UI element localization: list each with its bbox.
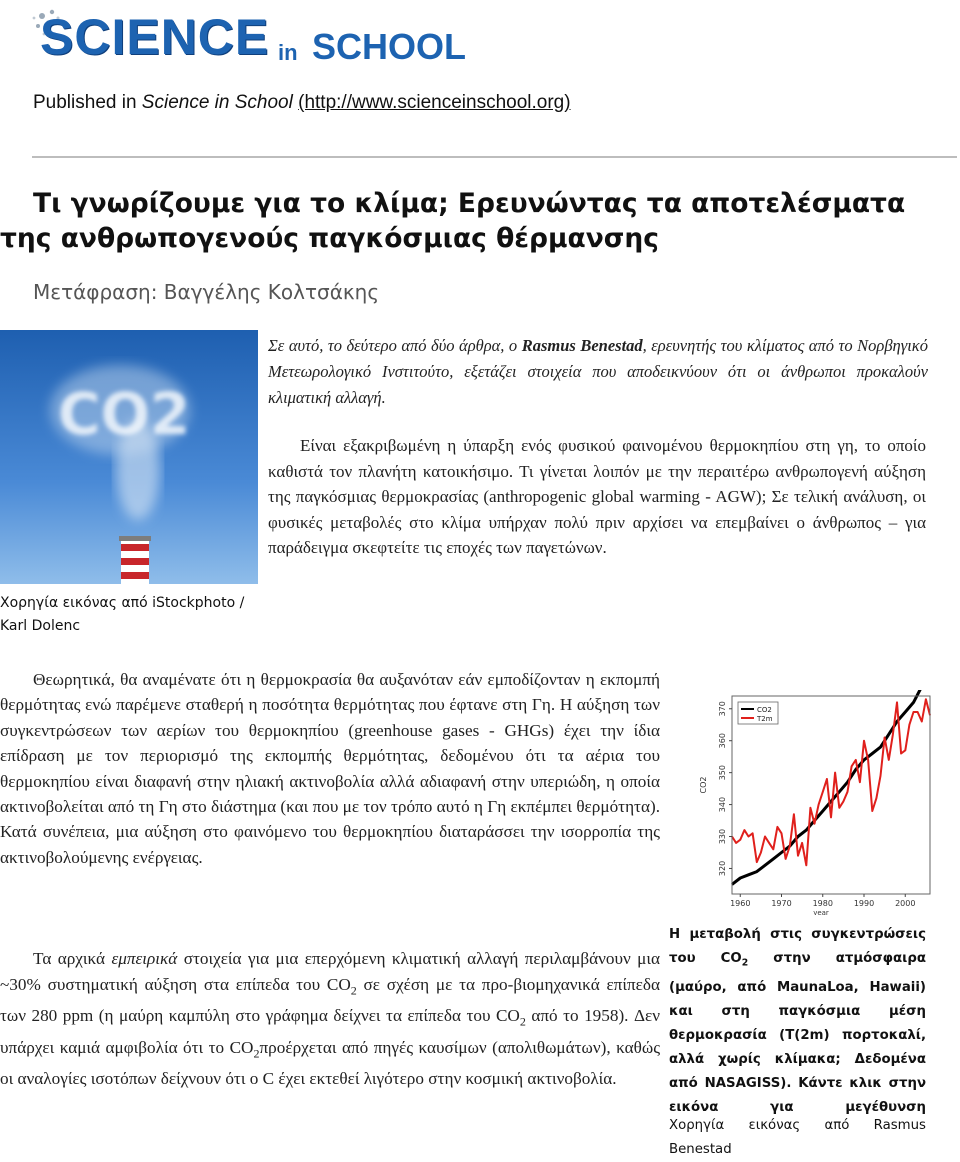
data-point-t2m <box>826 778 827 779</box>
data-point-co2 <box>748 874 749 875</box>
data-point-t2m <box>830 817 831 818</box>
data-point-t2m <box>781 833 782 834</box>
x-axis-label: year <box>813 909 829 915</box>
legend-label: T2m <box>757 715 773 723</box>
data-point-co2 <box>773 858 774 859</box>
data-point-co2 <box>888 734 889 735</box>
legend-label: CO2 <box>757 706 772 714</box>
data-point-t2m <box>818 804 819 805</box>
data-point-t2m <box>789 845 790 846</box>
co2-temperature-chart[interactable] <box>688 690 934 915</box>
data-point-co2 <box>756 871 757 872</box>
chimney-graphic <box>119 536 151 584</box>
title-line-1: Τι γνωρίζουμε για το κλίμα; Ερευνώντας τα αποτελέσματα <box>33 188 906 219</box>
para3-italic: εμπειρικά <box>111 949 178 968</box>
caption-text-b: στην ατμόσφαιρα (μαύρο, από MaunaLoa, Hawaii) και στη παγκόσμια μέση θερμοκρασία (T(2m) πορτοκαλί, αλλά χωρίς κλίμακα; Δεδομένα από NASAGISS). Κάντε κλικ στην εικόνα για μεγέθυνση <box>669 951 926 1115</box>
author-name: Rasmus Benestad <box>521 336 643 355</box>
data-point-t2m <box>756 861 757 862</box>
data-point-t2m <box>892 734 893 735</box>
published-journal: Science in School <box>141 92 293 113</box>
science-in-school-logo[interactable] <box>30 4 467 68</box>
data-point-t2m <box>764 836 765 837</box>
logo-school-word: SCHOOL <box>312 26 467 67</box>
x-tick-label: 1960 <box>730 899 751 908</box>
chart-credit: Χορηγία εικόνας από Rasmus Benestad <box>669 1118 926 1157</box>
data-point-t2m <box>773 849 774 850</box>
data-point-t2m <box>917 711 918 712</box>
data-point-co2 <box>822 810 823 811</box>
data-point-co2 <box>839 791 840 792</box>
data-point-t2m <box>868 759 869 760</box>
header-divider <box>32 156 957 158</box>
x-tick-label: 1980 <box>812 899 833 908</box>
article-intro <box>268 333 928 411</box>
data-point-co2 <box>797 836 798 837</box>
published-prefix: Published in <box>33 92 142 113</box>
co2-subscript: 2 <box>519 1014 526 1029</box>
data-point-t2m <box>905 750 906 751</box>
data-point-t2m <box>797 855 798 856</box>
data-point-co2 <box>913 702 914 703</box>
data-point-co2 <box>806 830 807 831</box>
y-tick-label: 370 <box>718 701 727 717</box>
co2-smokestack-image[interactable] <box>0 330 258 584</box>
logo-in-word: in <box>278 40 298 65</box>
y-tick-label: 360 <box>718 733 727 749</box>
data-point-t2m <box>793 814 794 815</box>
para3-text-d: από το 1958). Δεν υπάρχει καμιά αμφιβολία ότι το CO <box>0 1006 660 1057</box>
published-line <box>33 92 571 114</box>
data-point-co2 <box>880 746 881 747</box>
x-tick-label: 1990 <box>853 899 875 908</box>
data-point-t2m <box>884 737 885 738</box>
x-tick-label: 2000 <box>895 899 916 908</box>
para3-text-c: σε σχέση με τα προ-βιομηχανικά επίπεδα των 280 ppm (η μαύρη καμπύλη στο γράφημα δείχνει τα επίπεδα του CO <box>0 975 660 1026</box>
x-tick-label: 1970 <box>771 899 792 908</box>
data-point-co2 <box>896 721 897 722</box>
y-tick-label: 350 <box>718 765 727 781</box>
intro-text-b: , ερευνητής του κλίματος από το Νορβηγικό Μετεωρολογικό Ινστιτούτο, εξετάζει στοιχεία που αποδεικνύουν ότι οι άνθρωποι προκαλούν κλιματική αλλαγή. <box>268 336 928 407</box>
chart-caption <box>669 923 926 1120</box>
y-tick-label: 340 <box>718 796 727 813</box>
image-credit-istock: Χορηγία εικόνας από iStockphoto / Karl Dolenc <box>0 595 245 634</box>
paragraph-1: Είναι εξακριβωμένη η ύπαρξη ενός φυσικού φαινομένου θερμοκηπίου στη γη, το οποίο καθιστά τον πλανήτη κατοικήσιμο. Τι γίνεται λοιπόν με την περαιτέρω ανθρωπογενή αύξηση της παγκόσμιας θερμοκρασίας (anthropogenic global warming - AGW); Σε τελική ανάλυση, οι φυσικές μεταβολές στο κλίμα υπήρχαν πολύ πριν αρχίσει να επεμβαίνει ο άνθρωπος – για παράδειγμα σκεφτείτε τις εποχές των παγετώνων. <box>268 436 926 557</box>
data-point-t2m <box>876 798 877 799</box>
data-point-t2m <box>785 858 786 859</box>
data-point-co2 <box>847 782 848 783</box>
data-point-t2m <box>752 833 753 834</box>
data-point-t2m <box>896 702 897 703</box>
data-point-t2m <box>744 830 745 831</box>
caption-text-a: Η μεταβολή στις συγκεντρώσεις του CO <box>669 927 926 966</box>
data-point-t2m <box>760 852 761 853</box>
data-point-t2m <box>921 721 922 722</box>
y-tick-label: 330 <box>718 828 727 845</box>
article-title <box>0 186 940 256</box>
data-point-t2m <box>888 759 889 760</box>
data-point-t2m <box>859 782 860 783</box>
data-point-t2m <box>925 699 926 700</box>
data-point-t2m <box>901 753 902 754</box>
title-line-2: της ανθρωπογενούς παγκόσμιας θέρμανσης <box>0 223 659 254</box>
data-point-t2m <box>769 842 770 843</box>
para3-text-b: στοιχεία για μια επερχόμενη κλιματική αλλαγή περιλαμβάνουν μια ~30% συστηματική αύξηση στα επίπεδα του CO <box>0 949 661 994</box>
data-point-co2 <box>872 753 873 754</box>
y-tick-label: 320 <box>718 860 727 877</box>
data-point-t2m <box>806 865 807 866</box>
intro-text-a: Σε αυτό, το δεύτερο από δύο άρθρα, ο <box>268 336 522 355</box>
data-point-t2m <box>802 842 803 843</box>
data-point-t2m <box>872 810 873 811</box>
para3-text-a: Τα αρχικά <box>33 949 112 968</box>
translator-line: Μετάφραση: Βαγγέλης Κολτσάκης <box>33 280 380 304</box>
data-point-co2 <box>855 769 856 770</box>
data-point-t2m <box>835 772 836 773</box>
data-point-co2 <box>905 711 906 712</box>
data-point-co2 <box>863 759 864 760</box>
data-point-t2m <box>851 766 852 767</box>
y-axis-label: CO2 <box>699 776 708 794</box>
data-point-t2m <box>740 839 741 840</box>
data-point-t2m <box>748 836 749 837</box>
data-point-t2m <box>814 823 815 824</box>
data-point-t2m <box>839 807 840 808</box>
data-point-t2m <box>909 724 910 725</box>
data-point-co2 <box>740 877 741 878</box>
data-point-t2m <box>843 801 844 802</box>
para3-text-e: προέρχεται από πηγές καυσίμων (απολιθωμάτων), καθώς οι αναλογίες ισοτόπων δείχνουν ότι ο C έχει εκτεθεί λιγότερο στην κοσμική ακτινοβολία. <box>0 1037 660 1089</box>
data-point-t2m <box>913 711 914 712</box>
data-point-t2m <box>736 842 737 843</box>
data-point-t2m <box>855 759 856 760</box>
paragraph-3 <box>0 946 660 1092</box>
co2-smoke-text: CO2 <box>58 380 191 448</box>
data-point-t2m <box>810 807 811 808</box>
data-point-co2 <box>830 801 831 802</box>
caption-subscript: 2 <box>741 957 749 969</box>
data-point-t2m <box>777 826 778 827</box>
logo-science-word: SCIENCE <box>40 9 270 65</box>
co2-subscript: 2 <box>253 1046 260 1061</box>
data-point-t2m <box>880 775 881 776</box>
co2-subscript: 2 <box>350 983 357 998</box>
data-point-t2m <box>847 791 848 792</box>
data-point-t2m <box>863 740 864 741</box>
data-point-co2 <box>764 865 765 866</box>
data-point-co2 <box>781 852 782 853</box>
data-point-t2m <box>822 791 823 792</box>
published-url-link[interactable]: (http://www.scienceinschool.org) <box>298 92 571 113</box>
paragraph-2: Θεωρητικά, θα αναμένατε ότι η θερμοκρασία θα αυξανόταν εάν εμποδίζονταν η εκπομπή θερμότητας ενώ παρέμενε σταθερή η ποσότητα θερμότητας που έφτανε στη Γη. Η αύξηση των συγκεντρώσεων των αερίων του θερμοκηπίου (greenhouse gases - GHGs) έχει την ίδια επίδραση με τον περιορισμό της εκπομπής θερμότητας, δεδομένου ότι τα αέρια του θερμοκηπίου είναι διαφανή στην ηλιακή ακτινοβολία αλλά αδιαφανή στην υπεριώδη, η οποία ακτινοβολείται από τη Γη στο διάστημα (και που με τον τρόπο αυτό η Γη εκπέμπει θερμότητα). Κατά συνέπεια, μια αύξηση στο φαινόμενο του θερμοκηπίου διαταράσσει την ισορροπία της ακτινοβολούμενης ενέργειας. <box>0 670 660 867</box>
